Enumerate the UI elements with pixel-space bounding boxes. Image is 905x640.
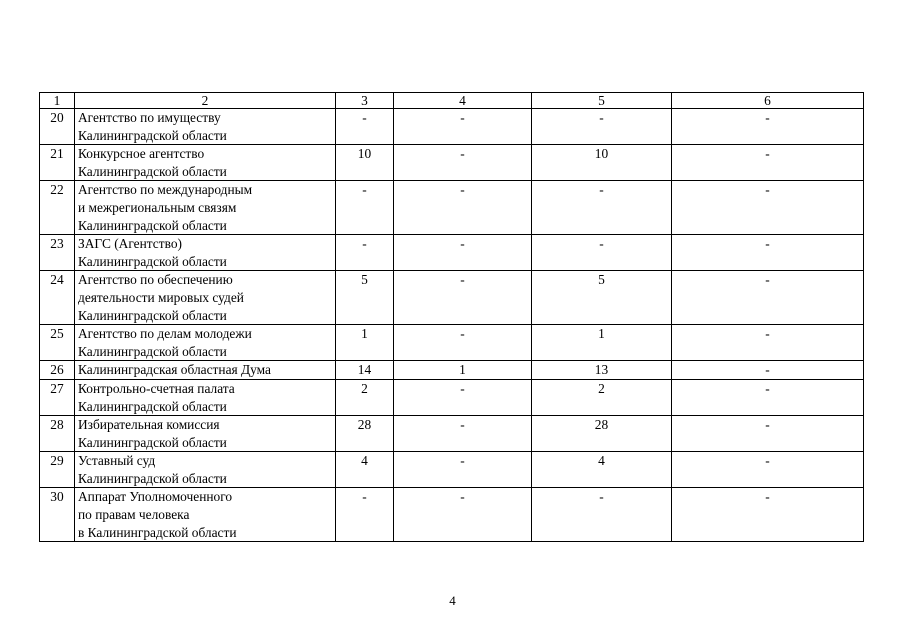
organization-name-line: Калининградской области: [78, 253, 227, 269]
organization-name-line: Калининградской области: [78, 343, 227, 359]
value-cell-5: -: [532, 488, 672, 542]
organization-name-line: и межрегиональным связям: [78, 199, 237, 215]
value-cell-5: 10: [532, 145, 672, 181]
value-cell-6: -: [672, 145, 864, 181]
row-number: 29: [40, 452, 75, 488]
row-number: 25: [40, 325, 75, 361]
table-row: [40, 361, 864, 380]
organization-name-line: Агентство по делам молодежи: [78, 326, 252, 342]
agency-table: [39, 92, 864, 542]
value-cell-4: -: [394, 271, 532, 325]
organization-name: [75, 379, 336, 415]
organization-name-line: деятельности мировых судей: [78, 289, 244, 305]
organization-name: [75, 181, 336, 235]
row-number: 20: [40, 109, 75, 145]
organization-name-line: по правам человека: [78, 507, 190, 523]
organization-name: [75, 361, 336, 380]
value-cell-5: -: [532, 109, 672, 145]
organization-name-line: Аппарат Уполномоченного: [78, 489, 233, 505]
value-cell-3: -: [336, 181, 394, 235]
value-cell-5: -: [532, 181, 672, 235]
table-row: [40, 145, 864, 181]
table-row: [40, 109, 864, 145]
organization-name: [75, 235, 336, 271]
organization-name-line: Избирательная комиссия: [78, 417, 220, 433]
value-cell-5: 1: [532, 325, 672, 361]
table-row: [40, 488, 864, 542]
value-cell-4: -: [394, 181, 532, 235]
row-number: 28: [40, 416, 75, 452]
value-cell-6: -: [672, 181, 864, 235]
table-body: [40, 93, 864, 542]
value-cell-4: -: [394, 325, 532, 361]
header-row: [40, 93, 864, 109]
value-cell-5: 13: [532, 361, 672, 380]
organization-name: [75, 488, 336, 542]
organization-name-line: Агентство по обеспечению: [78, 272, 233, 288]
organization-name-line: Агентство по международным: [78, 182, 253, 198]
page-number: 4: [449, 593, 456, 608]
organization-name-line: Калининградской области: [78, 470, 227, 486]
organization-name-line: Конкурсное агентство: [78, 146, 205, 162]
organization-name-line: Калининградской области: [78, 398, 227, 414]
header-cell-4: 4: [394, 93, 532, 109]
organization-name-line: Калининградской области: [78, 217, 227, 233]
organization-name: [75, 452, 336, 488]
value-cell-6: -: [672, 361, 864, 380]
value-cell-4: -: [394, 235, 532, 271]
organization-name-line: Калининградская областная Дума: [78, 362, 271, 378]
table-row: [40, 181, 864, 235]
value-cell-3: 4: [336, 452, 394, 488]
row-number: 27: [40, 379, 75, 415]
table-row: [40, 325, 864, 361]
organization-name: [75, 325, 336, 361]
organization-name-line: Агентство по имуществу: [78, 110, 221, 125]
value-cell-3: 14: [336, 361, 394, 380]
value-cell-5: 28: [532, 416, 672, 452]
value-cell-6: -: [672, 488, 864, 542]
table-row: [40, 271, 864, 325]
organization-name-line: в Калининградской области: [78, 524, 237, 540]
organization-name: [75, 271, 336, 325]
value-cell-6: -: [672, 416, 864, 452]
value-cell-6: -: [672, 109, 864, 145]
row-number: 30: [40, 488, 75, 542]
header-cell-6: 6: [672, 93, 864, 109]
header-cell-1: 1: [40, 93, 75, 109]
value-cell-3: -: [336, 488, 394, 542]
table-row: [40, 452, 864, 488]
table-row: [40, 379, 864, 415]
value-cell-6: -: [672, 452, 864, 488]
table-row: [40, 416, 864, 452]
value-cell-5: -: [532, 235, 672, 271]
row-number: 21: [40, 145, 75, 181]
value-cell-4: -: [394, 109, 532, 145]
value-cell-4: 1: [394, 361, 532, 380]
row-number: 22: [40, 181, 75, 235]
organization-name-line: Контрольно-счетная палата: [78, 380, 235, 396]
value-cell-3: -: [336, 109, 394, 145]
value-cell-5: 4: [532, 452, 672, 488]
value-cell-6: -: [672, 235, 864, 271]
value-cell-4: -: [394, 416, 532, 452]
value-cell-4: -: [394, 488, 532, 542]
value-cell-3: 5: [336, 271, 394, 325]
row-number: 23: [40, 235, 75, 271]
organization-name: [75, 145, 336, 181]
header-cell-5: 5: [532, 93, 672, 109]
value-cell-6: -: [672, 271, 864, 325]
value-cell-3: 10: [336, 145, 394, 181]
value-cell-5: 2: [532, 379, 672, 415]
value-cell-4: -: [394, 379, 532, 415]
organization-name-line: Калининградской области: [78, 307, 227, 323]
organization-name-line: Калининградской области: [78, 434, 227, 450]
value-cell-3: 2: [336, 379, 394, 415]
organization-name-line: ЗАГС (Агентство): [78, 236, 182, 252]
table-row: [40, 235, 864, 271]
organization-name: [75, 416, 336, 452]
value-cell-3: -: [336, 235, 394, 271]
value-cell-6: -: [672, 379, 864, 415]
organization-name-line: Калининградской области: [78, 163, 227, 179]
organization-name-line: Уставный суд: [78, 453, 156, 469]
header-cell-2: 2: [75, 93, 336, 109]
row-number: 26: [40, 361, 75, 380]
organization-name-line: Калининградской области: [78, 127, 227, 143]
organization-name: [75, 109, 336, 145]
value-cell-4: -: [394, 452, 532, 488]
value-cell-6: -: [672, 325, 864, 361]
value-cell-5: 5: [532, 271, 672, 325]
header-cell-3: 3: [336, 93, 394, 109]
row-number: 24: [40, 271, 75, 325]
value-cell-4: -: [394, 145, 532, 181]
value-cell-3: 1: [336, 325, 394, 361]
value-cell-3: 28: [336, 416, 394, 452]
